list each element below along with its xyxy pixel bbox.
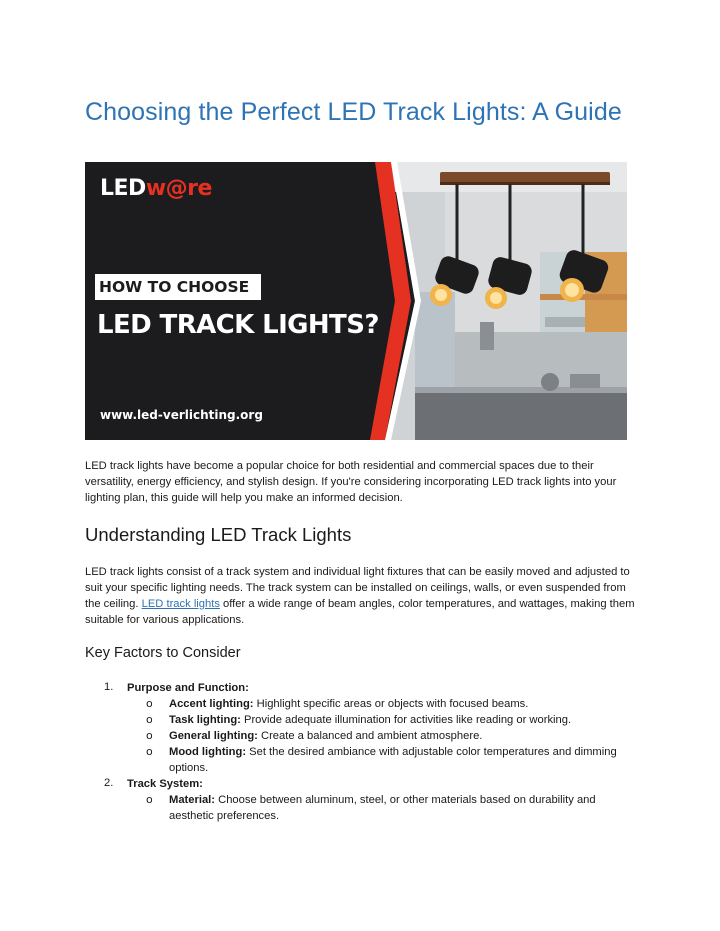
list-number: 1.	[104, 681, 114, 693]
bullet-icon: o	[146, 697, 153, 710]
intro-paragraph: LED track lights have become a popular choice for both residential and commercial spaces due to their versatility, energy efficiency, and stylish design. If you're considering incorporating LED track lights into your lighting plan, this guide will help you make an informed decision.	[85, 460, 617, 504]
hero-headline: LED TRACK LIGHTS?	[97, 310, 379, 340]
kitchen-photo	[385, 162, 627, 440]
how-to-choose-label: HOW TO CHOOSE	[99, 278, 250, 296]
document-title: Choosing the Perfect LED Track Lights: A Guide	[85, 98, 622, 126]
brand-logo	[100, 176, 212, 201]
sub-item-accent-lighting	[169, 696, 639, 712]
sub-item-mood-lighting	[169, 744, 639, 776]
understanding-text-2: offer a wide range of beam angles, color temperatures, and wattages, making them suitable for various applications.	[85, 598, 635, 626]
list-item-track-system: Track System:	[127, 778, 203, 790]
sub-item-term: Task lighting:	[169, 714, 241, 726]
list-item-purpose: Purpose and Function:	[127, 682, 249, 694]
bullet-icon: o	[146, 793, 153, 806]
sub-item-desc: Create a balanced and ambient atmosphere.	[257, 730, 483, 742]
sub-item-term: Accent lighting:	[169, 698, 254, 710]
understanding-paragraph	[85, 564, 635, 628]
understanding-text-1: LED track lights consist of a track system and individual light fixtures that can be easily moved and adjusted to suit your specific lighting needs. The track system can be installed on ceilings, walls, or even suspended from the ceiling.	[85, 566, 630, 610]
sub-item-desc: Highlight specific areas or objects with focused beams.	[253, 698, 529, 710]
sub-item-desc: Provide adequate illumination for activities like reading or working.	[240, 714, 572, 726]
section-heading-key-factors: Key Factors to Consider	[85, 645, 241, 661]
brand-logo-led: LED	[100, 176, 146, 201]
bullet-icon: o	[146, 745, 153, 758]
sub-item-material	[169, 792, 639, 824]
hero-banner-image	[85, 162, 627, 440]
sub-item-term: General lighting:	[169, 730, 258, 742]
sub-item-task-lighting	[169, 712, 639, 728]
sub-item-desc: Choose between aluminum, steel, or other materials based on durability and aesthetic preferences.	[169, 794, 596, 822]
bullet-icon: o	[146, 729, 153, 742]
sub-item-term: Mood lighting:	[169, 746, 247, 758]
list-number: 2.	[104, 777, 114, 789]
led-track-lights-link[interactable]: LED track lights	[141, 598, 220, 610]
hero-website: www.led-verlichting.org	[100, 408, 263, 422]
brand-logo-ware: w@re	[145, 176, 212, 201]
sub-item-general-lighting	[169, 728, 639, 744]
section-heading-understanding: Understanding LED Track Lights	[85, 524, 352, 545]
sub-item-term: Material:	[169, 794, 216, 806]
bullet-icon: o	[146, 713, 153, 726]
sub-item-desc: Set the desired ambiance with adjustable color temperatures and dimming options.	[169, 746, 617, 774]
